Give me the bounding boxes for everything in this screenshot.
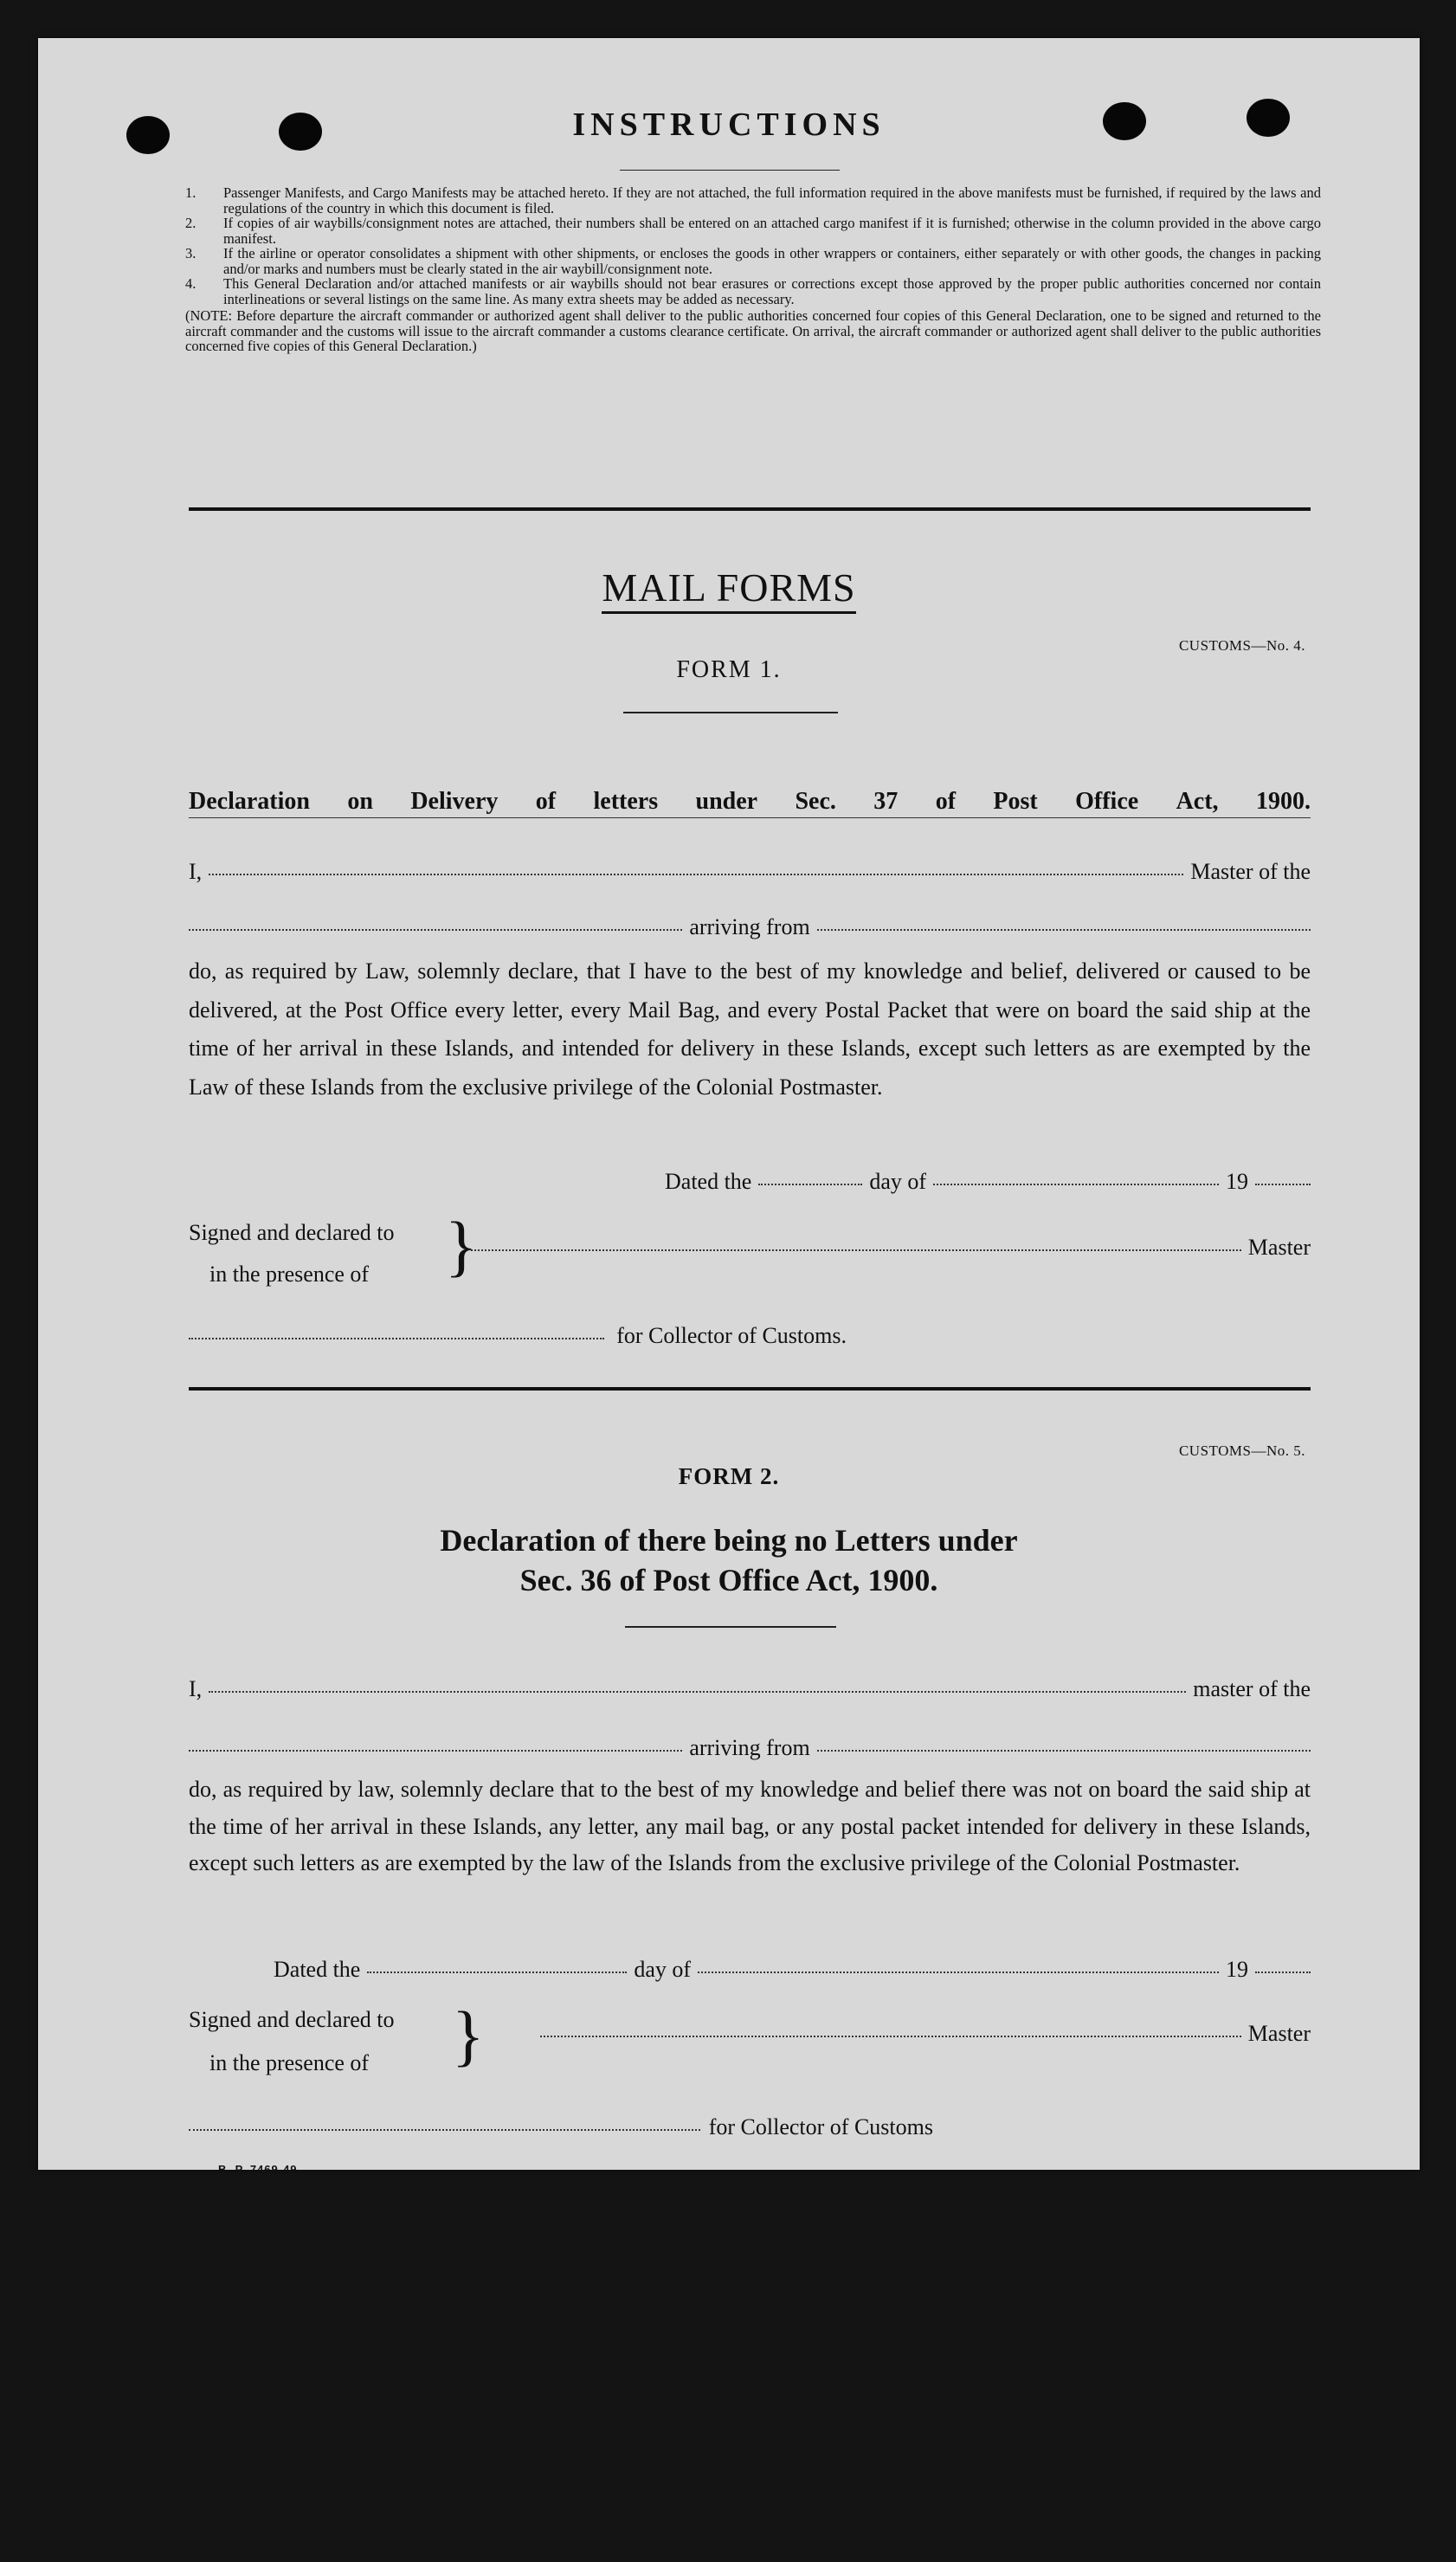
- form1-declaration-heading: [189, 788, 1311, 816]
- arriving-from-field[interactable]: [817, 928, 1311, 931]
- form2-title: FORM 2.: [678, 1463, 780, 1489]
- brace-icon: }: [452, 1997, 485, 2073]
- form1-collector-line: [189, 1323, 847, 1349]
- signed-line-2: in the presence of: [209, 1262, 370, 1287]
- instruction-text: If copies of air waybills/consignment notes are attached, their numbers shall be entered on an attached cargo manifest if it is furnished; otherwise in the column provided in the above cargo manifest.: [223, 215, 1321, 247]
- instruction-number: 4.: [185, 275, 196, 292]
- form2-arriving-line: [189, 1735, 1311, 1761]
- day-field[interactable]: [758, 1183, 862, 1185]
- form2-master-label: Master: [1247, 2021, 1311, 2046]
- year-field[interactable]: [1255, 1971, 1311, 1973]
- form1-signed-label: [189, 1212, 395, 1295]
- form1-master-line: [189, 859, 1311, 885]
- heading-word: under: [695, 788, 758, 815]
- heading-word: Delivery: [410, 788, 499, 815]
- heading-word: Declaration: [189, 788, 310, 815]
- form2-signed-label: [189, 1998, 395, 2085]
- form1-for-collector: for Collector of Customs.: [616, 1323, 847, 1348]
- instruction-number: 3.: [185, 245, 196, 261]
- form1-master-of-the: Master of the: [1190, 859, 1311, 884]
- form2-day-of: day of: [634, 1957, 692, 1982]
- form1-title-underline: [623, 712, 838, 713]
- form1-dated-line: [665, 1169, 1311, 1195]
- form2-collector-line: [189, 2114, 933, 2140]
- brace-icon: }: [445, 1208, 478, 1283]
- form2-heading-underline: [625, 1626, 836, 1628]
- instruction-text: This General Declaration and/or attached manifests or air waybills should not bear erasures or corrections except those approved by the proper public authorities concerned nor contain interlineations or several listings on the same line. As many extra sheets may be added as necessary.: [223, 275, 1321, 307]
- master-signature-field[interactable]: [471, 1249, 1241, 1251]
- form2-arriving-from: arriving from: [689, 1735, 810, 1760]
- form1-declaration-paragraph: do, as required by Law, solemnly declare, that I have to the best of my knowledge and belief, delivered or caused to be delivered, at the Post Office every letter, every Mail Bag, and every Postal Packet that were on board the said ship at the time of her arrival in these Islands, and intended for delivery in these Islands, except such letters as are exempted by the Law of these Islands from the exclusive privilege of the Colonial Postmaster.: [189, 958, 1311, 1100]
- heading-word: 37: [873, 788, 899, 815]
- form2-dated-the: Dated the: [274, 1957, 361, 1982]
- form1-master-label: Master: [1247, 1235, 1311, 1260]
- instructions-note: (NOTE: Before departure the aircraft commander or authorized agent shall deliver to the public authorities concerned four copies of this General Declaration, one to be signed and returned to the aircraft commander and the customs will issue to the aircraft commander a customs clearance certificate. On arrival, the aircraft commander or authorized agent shall deliver to the public authorities concerned five copies of this General Declaration.): [185, 307, 1321, 354]
- arriving-from-field[interactable]: [817, 1749, 1311, 1752]
- collector-signature-field[interactable]: [189, 2128, 700, 2131]
- instructions-title: INSTRUCTIONS: [572, 106, 886, 143]
- heading-word: Act,: [1176, 788, 1219, 815]
- year-field[interactable]: [1255, 1183, 1311, 1185]
- master-signature-field[interactable]: [540, 2035, 1241, 2037]
- signed-line-1: Signed and declared to: [189, 1220, 395, 1245]
- form1-day-of: day of: [869, 1169, 927, 1194]
- heading-word: 1900.: [1255, 788, 1311, 815]
- collector-signature-field[interactable]: [189, 1337, 604, 1339]
- master-name-field[interactable]: [209, 1690, 1186, 1693]
- instructions-list: [185, 185, 1321, 354]
- form1-arriving-from: arriving from: [689, 914, 810, 939]
- heading-word: of: [935, 788, 957, 815]
- signed-line-2: in the presence of: [209, 2050, 370, 2075]
- document-page: [38, 38, 1420, 2176]
- form2-heading-line-2: Sec. 36 of Post Office Act, 1900.: [519, 1563, 938, 1597]
- master-name-field[interactable]: [209, 873, 1183, 875]
- form1-master-signature-line: [471, 1235, 1311, 1261]
- form2-heading-line-1: Declaration of there being no Letters under: [440, 1523, 1018, 1558]
- form2-i-label: I,: [189, 1676, 203, 1701]
- heading-word: Office: [1075, 788, 1139, 815]
- heading-word: Sec.: [795, 788, 836, 815]
- heading-word: on: [347, 788, 373, 815]
- instruction-item: [185, 216, 1321, 246]
- form1-dated-the: Dated the: [665, 1169, 752, 1194]
- month-field[interactable]: [698, 1971, 1219, 1973]
- instruction-text: If the airline or operator consolidates a shipment with other shipments, or encloses the goods in other wrappers or containers, either separately or with other goods, the changes in packing and/or marks and numbers must be clearly stated in the air waybill/consignment note.: [223, 245, 1321, 277]
- mail-forms-heading-text: MAIL FORMS: [602, 565, 855, 614]
- instructions-underline: [620, 170, 840, 171]
- section-divider: [189, 507, 1311, 511]
- form2-master-signature-line: [540, 2021, 1311, 2047]
- instruction-item: [185, 246, 1321, 276]
- form2-declaration-heading: [38, 1520, 1420, 1600]
- form2-dated-line: [274, 1957, 1311, 1983]
- form1-title: FORM 1.: [676, 656, 782, 683]
- instruction-item: [185, 185, 1321, 216]
- heading-word: letters: [593, 788, 659, 815]
- instruction-number: 1.: [185, 184, 196, 201]
- form2-master-line: [189, 1676, 1311, 1702]
- form2-master-of-the: master of the: [1193, 1676, 1311, 1701]
- ship-name-field[interactable]: [189, 1749, 682, 1752]
- form1-arriving-line: [189, 914, 1311, 940]
- month-field[interactable]: [933, 1183, 1219, 1185]
- form1-year-prefix: 19: [1226, 1169, 1248, 1194]
- signed-line-1: Signed and declared to: [189, 2007, 395, 2032]
- form1-i-label: I,: [189, 859, 203, 884]
- form2-customs-number: CUSTOMS—No. 5.: [1178, 1442, 1305, 1459]
- day-field[interactable]: [367, 1971, 627, 1973]
- ship-name-field[interactable]: [189, 928, 682, 931]
- form2-declaration-paragraph: do, as required by law, solemnly declare that to the best of my knowledge and belief there was not on board the said ship at the time of her arrival in these Islands, any letter, any mail bag, or any postal packet intended for delivery in these Islands, except such letters as are exempted by the law of the Islands from the exclusive privilege of the Colonial Postmaster.: [189, 1777, 1311, 1875]
- form1-heading-rule: [189, 817, 1311, 818]
- heading-word: of: [535, 788, 557, 815]
- heading-word: Post: [993, 788, 1038, 815]
- form2-year-prefix: 19: [1226, 1957, 1248, 1982]
- forms-divider: [189, 1387, 1311, 1391]
- form1-customs-number: CUSTOMS—No. 4.: [1178, 637, 1305, 654]
- instruction-number: 2.: [185, 215, 196, 231]
- instruction-text: Passenger Manifests, and Cargo Manifests may be attached hereto. If they are not attached, the full information required in the above manifests must be furnished, if required by the laws and regulations of the country in which this document is filed.: [223, 184, 1321, 216]
- mail-forms-heading: [38, 565, 1420, 610]
- form2-for-collector: for Collector of Customs: [708, 2114, 933, 2139]
- form-print-code: B. P. 7469-49: [218, 2163, 298, 2176]
- instruction-item: [185, 276, 1321, 307]
